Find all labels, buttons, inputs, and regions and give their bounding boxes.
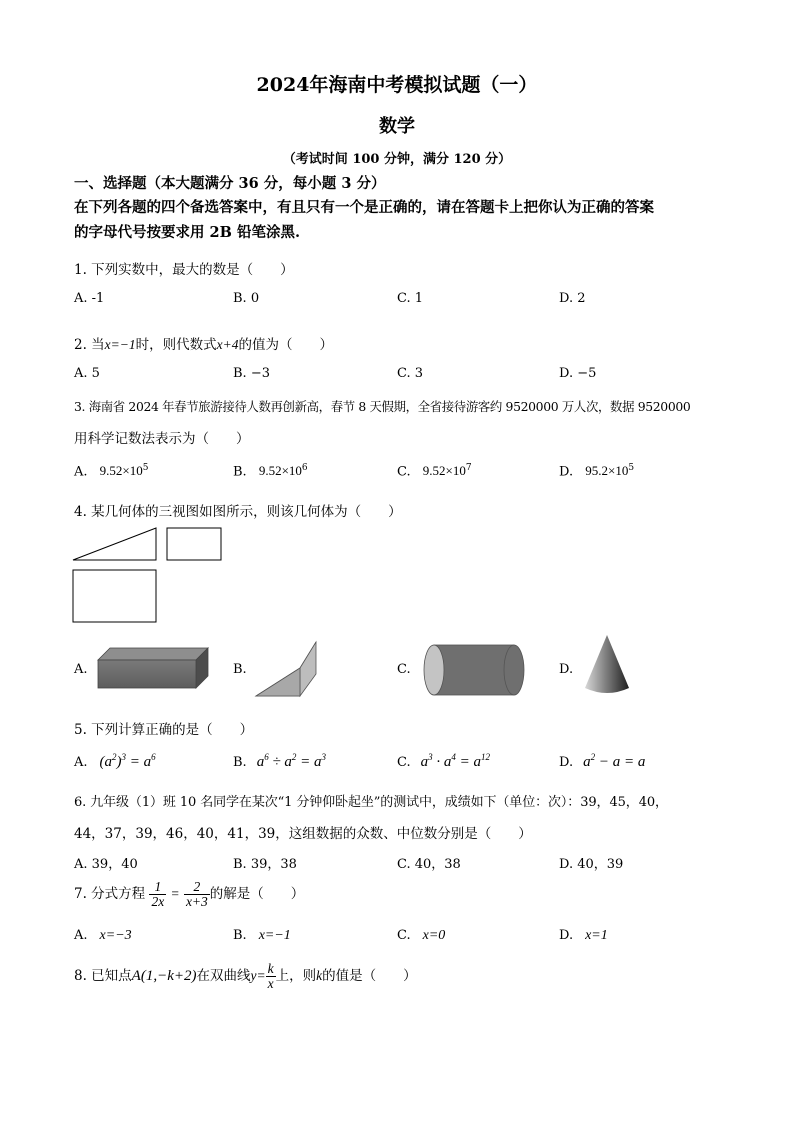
exam-title: 2024年海南中考模拟试题（一） [256, 74, 538, 96]
q3-base-c: 9.52×10 [422, 463, 466, 479]
question-7-stem: 7. 分式方程 $\frac{1}{2x}$ = $\frac{2}{x+3}$ 的解是（ ） [74, 879, 305, 909]
q7-option-c [397, 928, 445, 944]
q3-base-b: 9.52×10 [258, 463, 302, 479]
q1-option-c: C. 1 [397, 291, 424, 306]
question-3-stem-line-1: 3. 海南省 2024 年春节旅游接待人数再创新高，春节 8 天假期，全省接待游客约 9520000 万人次，数据 9520000 [74, 399, 691, 414]
q7-label-b: B. [233, 928, 247, 943]
top-view-rectangle [73, 570, 156, 622]
q8-fraction [266, 962, 276, 991]
q7-stem-post: 的解是（ ） [209, 886, 305, 902]
q5-expr-c: $a^3 \cdot a^4 = a^{12}$ [420, 752, 490, 770]
q7-label-a: A. [74, 928, 88, 943]
q3-label-b: B. [233, 464, 247, 480]
question-1-stem: 1. 下列实数中，最大的数是（ ） [74, 262, 294, 278]
question-6-stem-line-1: 6. 九年级（1）班 10 名同学在某次“1 分钟仰卧起坐”的测试中，成绩如下（单位：次）：39，45，40， [74, 795, 668, 810]
q7-label-d: D. [559, 928, 574, 943]
question-3-stem-line-2: 用科学记数法表示为（ ） [74, 431, 250, 447]
q1-option-d: D. 2 [559, 291, 586, 306]
q7-frac2-num: 2 [184, 880, 210, 895]
question-5-stem: 5. 下列计算正确的是（ ） [74, 722, 254, 738]
q2-option-d: D. −5 [559, 366, 597, 381]
side-view-rectangle [167, 528, 221, 560]
q7-answer-d: x=1 [585, 928, 608, 943]
q1-option-b: B. 0 [233, 291, 260, 306]
q2-stem-pre: 2. 当 [74, 337, 105, 353]
exam-info: （考试时间 100 分钟，满分 120 分） [282, 152, 512, 167]
q4-label-a: A. [74, 662, 88, 677]
q2-math-2: x+4 [216, 337, 239, 352]
q5-label-b: B. [233, 755, 247, 770]
q7-answer-b: x=−1 [258, 928, 291, 943]
q2-stem-mid: 时，则代数式 [135, 337, 217, 353]
q3-label-c: C. [397, 464, 411, 480]
q7-option-d [559, 928, 608, 944]
q3-exp-a: 5 [142, 463, 149, 473]
q7-answer-c: x=0 [422, 928, 446, 943]
q7-frac1-num: 1 [149, 880, 166, 895]
instruction-line-2: 的字母代号按要求用 2B 铅笔涂黑. [74, 224, 300, 241]
q7-stem-pre: 7. 分式方程 [74, 886, 146, 902]
section-heading: 一、选择题（本大题满分 36 分，每小题 3 分） [74, 175, 386, 192]
q8-stem-mid2: 上，则 [275, 968, 317, 984]
subject-title: 数学 [379, 116, 415, 137]
q3-option-a [74, 463, 149, 479]
q2-math-1: x=−1 [104, 337, 136, 352]
q8-frac-num: k [267, 961, 274, 976]
q5-expr-d: $a^2 - a = a$ [583, 752, 646, 770]
q3-option-c [397, 463, 472, 479]
q5-expr-b: $a^6 \div a^2 = a^3$ [256, 752, 327, 770]
q5-option-b [233, 752, 326, 771]
q7-frac1-den: 2x [151, 894, 165, 909]
q3-base-a: 9.52×10 [99, 463, 143, 479]
q4-label-d: D. [559, 662, 574, 677]
cuboid-figure [94, 644, 214, 694]
q7-option-a [74, 928, 132, 944]
q5-label-c: C. [397, 755, 411, 770]
q5-option-a [74, 752, 156, 771]
q3-option-d [559, 463, 634, 479]
question-8-stem [74, 962, 417, 991]
q3-exp-d: 5 [628, 463, 635, 473]
cone-figure [580, 632, 634, 698]
q5-option-c [397, 752, 490, 771]
q5-option-d [559, 752, 645, 771]
q8-var: k [316, 968, 323, 983]
question-4-stem: 4. 某几何体的三视图如图所示，则该几何体为（ ） [74, 504, 402, 520]
q6-option-a: A. 39，40 [74, 857, 138, 872]
q8-frac-den: x [267, 976, 274, 991]
q5-label-a: A. [74, 755, 88, 770]
q4-label-b: B. [233, 662, 247, 677]
q7-fraction-1 [149, 880, 166, 909]
q7-frac2-den: x+3 [185, 894, 208, 909]
q7-label-c: C. [397, 928, 411, 943]
q2-option-c: C. 3 [397, 366, 424, 381]
instruction-line-1: 在下列各题的四个备选答案中，有且只有一个是正确的，请在答题卡上把你认为正确的答案 [74, 199, 654, 216]
q6-option-d: D. 40，39 [559, 857, 624, 872]
q8-stem-mid: 在双曲线 [196, 968, 251, 984]
q4-label-c: C. [397, 662, 411, 677]
q7-fraction-2 [184, 880, 210, 909]
triangular-prism-figure [252, 638, 322, 700]
q5-expr-a: $(a^2)^3 = a^6$ [99, 752, 156, 770]
q3-label-d: D. [559, 464, 574, 480]
q3-base-d: 95.2×10 [585, 463, 629, 479]
q3-option-b [233, 463, 308, 479]
q3-label-a: A. [74, 464, 88, 480]
q2-option-a: A. 5 [74, 366, 100, 381]
question-2-stem [74, 333, 333, 353]
q6-option-b: B. 39，38 [233, 857, 297, 872]
q8-stem-post: 的值是（ ） [322, 968, 417, 984]
q5-label-d: D. [559, 755, 574, 770]
cylinder-figure [420, 642, 528, 698]
question-6-stem-line-2: 44，37，39，46，40，41，39，这组数据的众数、中位数分别是（ ） [74, 826, 532, 842]
q3-exp-c: 7 [465, 463, 472, 473]
q1-option-a: A. -1 [74, 291, 105, 306]
q8-point: A(1,−k+2) [131, 968, 197, 984]
q2-stem-post: 的值为（ ） [238, 337, 333, 353]
three-views-figure [70, 524, 230, 626]
q3-exp-b: 6 [301, 463, 308, 473]
q7-option-b [233, 928, 291, 944]
q7-answer-a: x=−3 [99, 928, 132, 943]
q2-option-b: B. −3 [233, 366, 270, 381]
q6-option-c: C. 40，38 [397, 857, 461, 872]
q8-curve-lhs: y= [250, 968, 266, 983]
q8-stem-pre: 8. 已知点 [74, 968, 132, 984]
front-view-triangle [73, 528, 156, 560]
